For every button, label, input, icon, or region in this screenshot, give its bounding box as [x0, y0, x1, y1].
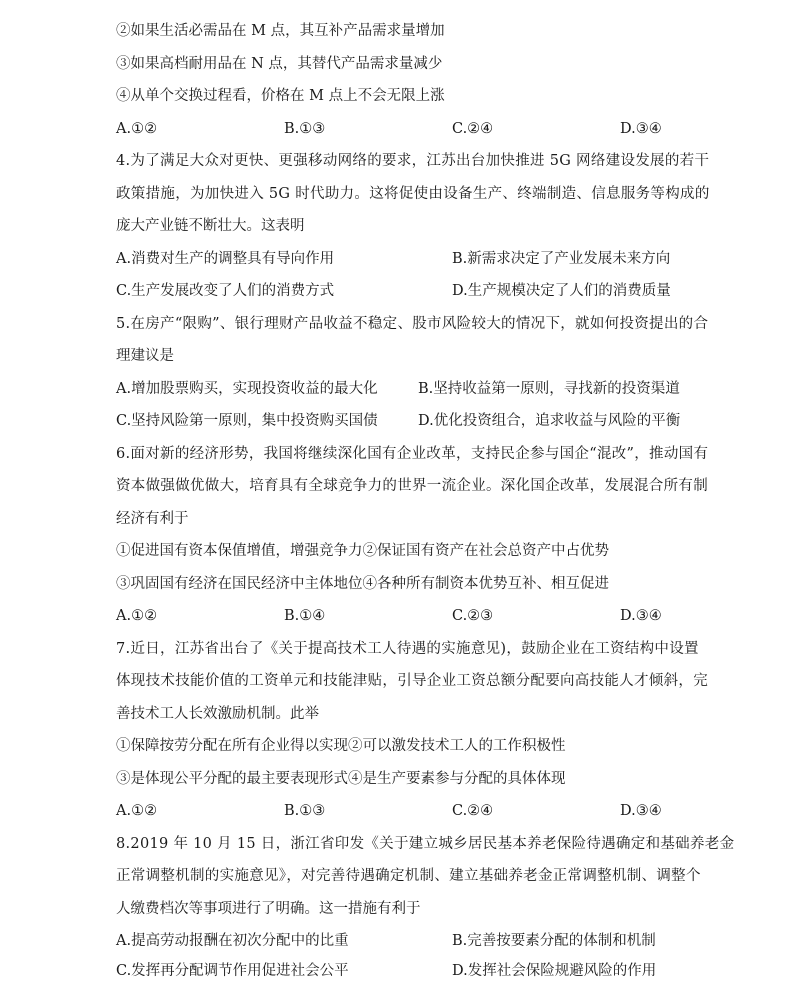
- q6-option-a: A.①②: [116, 608, 158, 624]
- q4-stem-line-3: 庞大产业链不断壮大。这表明: [116, 218, 305, 234]
- q7-stem-line-2: 体现技术技能价值的工资单元和技能津贴，引导企业工资总额分配要向高技能人才倾斜，完: [116, 673, 708, 689]
- q3-option-a: A.①②: [116, 121, 158, 137]
- q7-statements-1-2: ①保障按劳分配在所有企业得以实现②可以激发技术工人的工作积极性: [116, 738, 566, 754]
- q7-option-a: A.①②: [116, 803, 158, 819]
- q4-option-b: B.新需求决定了产业发展未来方向: [452, 251, 671, 267]
- q7-stem-line-3: 善技术工人长效激励机制。此举: [116, 706, 319, 722]
- q5-stem-line-2: 理建议是: [116, 348, 174, 364]
- q6-option-d: D.③④: [620, 608, 662, 624]
- q5-option-d: D.优化投资组合，追求收益与风险的平衡: [418, 413, 681, 429]
- q5-stem-line-1: 5.在房产“限购”、银行理财产品收益不稳定、股市风险较大的情况下，就如何投资提出的合: [116, 316, 709, 332]
- q4-stem-line-1: 4.为了满足大众对更快、更强移动网络的要求，江苏出台加快推进 5G 网络建设发展的若干: [116, 153, 710, 169]
- q8-stem-line-3: 人缴费档次等事项进行了明确。这一措施有利于: [116, 901, 421, 917]
- q6-stem-line-2: 资本做强做优做大，培育具有全球竞争力的世界一流企业。深化国企改革，发展混合所有制: [116, 478, 708, 494]
- q7-statements-3-4: ③是体现公平分配的最主要表现形式④是生产要素参与分配的具体体现: [116, 771, 566, 787]
- q3-statement-2: ②如果生活必需品在 M 点，其互补产品需求量增加: [116, 23, 445, 39]
- q7-option-b: B.①③: [284, 803, 326, 819]
- q8-option-b: B.完善按要素分配的体制和机制: [452, 933, 656, 949]
- q3-statement-4: ④从单个交换过程看，价格在 M 点上不会无限上涨: [116, 88, 445, 104]
- q8-option-a: A.提高劳动报酬在初次分配中的比重: [116, 933, 349, 949]
- q5-option-a: A.增加股票购买，实现投资收益的最大化: [116, 381, 378, 397]
- q3-option-c: C.②④: [452, 121, 494, 137]
- q7-option-d: D.③④: [620, 803, 662, 819]
- q6-option-c: C.②③: [452, 608, 494, 624]
- q3-option-d: D.③④: [620, 121, 662, 137]
- q6-stem-line-1: 6.面对新的经济形势，我国将继续深化国有企业改革，支持民企参与国企“混改”，推动国有: [116, 446, 709, 462]
- q6-option-b: B.①④: [284, 608, 326, 624]
- q4-stem-line-2: 政策措施，为加快进入 5G 时代助力。这将促使由设备生产、终端制造、信息服务等构成的: [116, 186, 710, 202]
- q8-option-c: C.发挥再分配调节作用促进社会公平: [116, 963, 349, 979]
- q5-option-c: C.坚持风险第一原则，集中投资购买国债: [116, 413, 378, 429]
- q8-stem-line-1: 8.2019 年 10 月 15 日，浙江省印发《关于建立城乡居民基本养老保险待遇确定和基础养老金: [116, 836, 735, 852]
- q8-stem-line-2: 正常调整机制的实施意见》，对完善待遇确定机制、建立基础养老金正常调整机制、调整个: [116, 868, 701, 884]
- q7-stem-line-1: 7.近日，江苏省出台了《关于提高技术工人待遇的实施意见)，鼓励企业在工资结构中设置: [116, 641, 699, 657]
- q3-statement-3: ③如果高档耐用品在 N 点，其替代产品需求量减少: [116, 56, 443, 72]
- q3-option-b: B.①③: [284, 121, 326, 137]
- q5-option-b: B.坚持收益第一原则，寻找新的投资渠道: [418, 381, 680, 397]
- q8-option-d: D.发挥社会保险规避风险的作用: [452, 963, 657, 979]
- q4-option-d: D.生产规模决定了人们的消费质量: [452, 283, 671, 299]
- q6-statements-1-2: ①促进国有资本保值增值，增强竞争力②保证国有资产在社会总资产中占优势: [116, 543, 609, 559]
- q6-statements-3-4: ③巩固国有经济在国民经济中主体地位④各种所有制资本优势互补、相互促进: [116, 576, 609, 592]
- q7-option-c: C.②④: [452, 803, 494, 819]
- q4-option-c: C.生产发展改变了人们的消费方式: [116, 283, 335, 299]
- q4-option-a: A.消费对生产的调整具有导向作用: [116, 251, 335, 267]
- q6-stem-line-3: 经济有利于: [116, 511, 189, 527]
